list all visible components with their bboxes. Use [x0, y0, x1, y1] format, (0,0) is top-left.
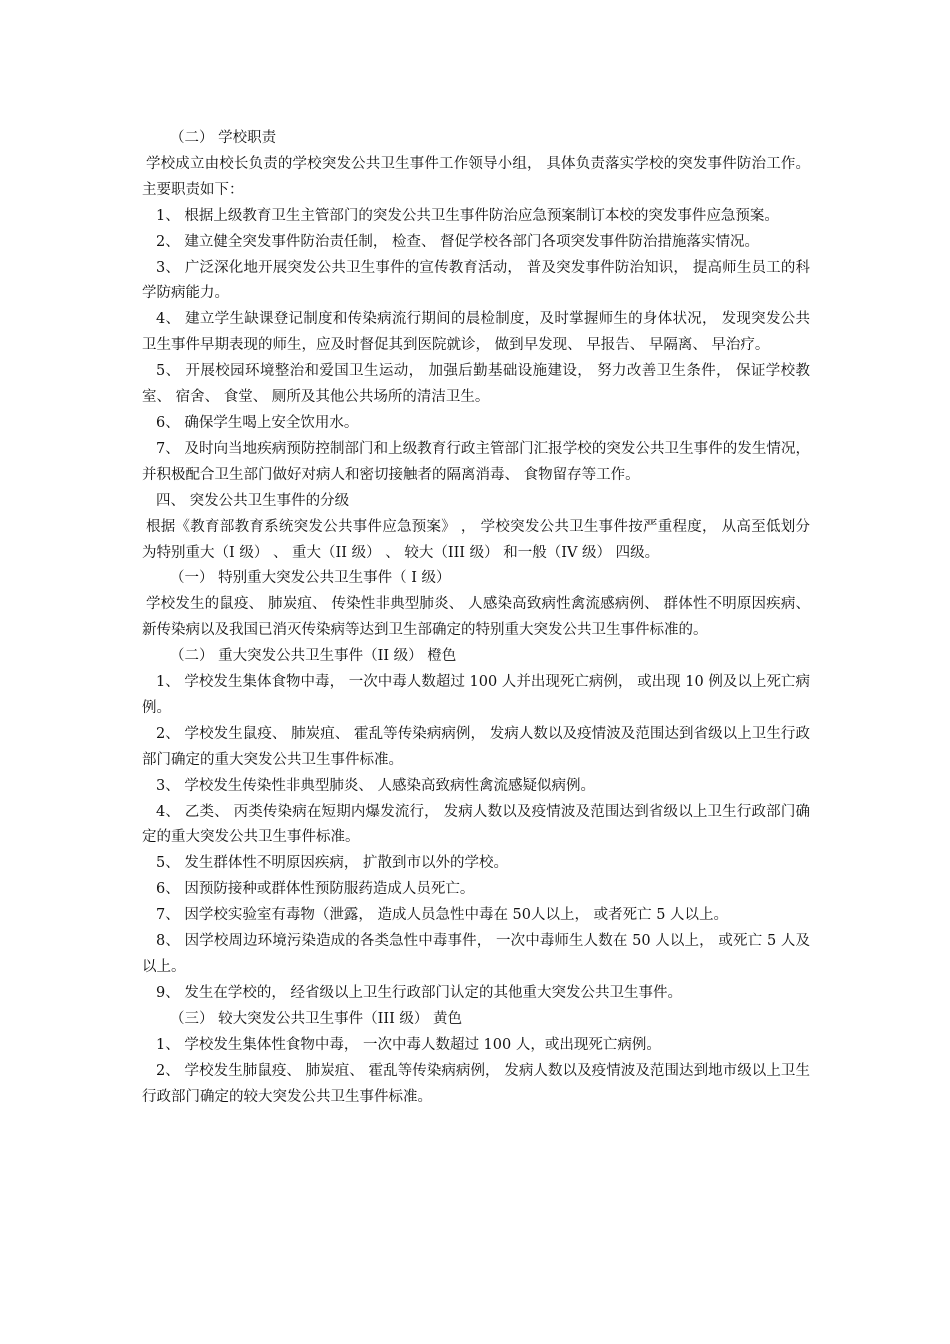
paragraph: 7、 及时向当地疾病预防控制部门和上级教育行政主管部门汇报学校的突发公共卫生事件的发生情况， 并积极配合卫生部门做好对病人和密切接触者的隔离消毒、 食物留存等工作。: [142, 440, 810, 483]
paragraph: 1、 学校发生集体性食物中毒， 一次中毒人数超过 100 人，或出现死亡病例。: [156, 1036, 661, 1053]
paragraph: 7、 因学校实验室有毒物（泄露， 造成人员急性中毒在 50人以上， 或者死亡 5 人以上。: [156, 907, 729, 924]
paragraph: 学校发生的鼠疫、 肺炭疽、 传染性非典型肺炎、 人感染高致病性禽流感病例、 群体性不明原因疾病、 新传染病以及我国已消灭传染病等达到卫生部确定的特别重大突发公共卫生事件标准的。: [142, 596, 810, 639]
paragraph: 9、 发生在学校的， 经省级以上卫生行政部门认定的其他重大突发公共卫生事件。: [156, 984, 682, 1001]
paragraph: 6、 因预防接种或群体性预防服药造成人员死亡。: [156, 881, 475, 898]
paragraph: 4、 乙类、 丙类传染病在短期内爆发流行， 发病人数以及疫情波及范围达到省级以上卫生行政部门确定的重大突发公共卫生事件标准。: [142, 803, 810, 846]
paragraph: 3、 学校发生传染性非典型肺炎、 人感染高致病性禽流感疑似病例。: [156, 777, 595, 794]
paragraph: 5、 开展校园环境整治和爱国卫生运动， 加强后勤基础设施建设， 努力改善卫生条件， 保证学校教室、 宿舍、 食堂、 厕所及其他公共场所的清洁卫生。: [142, 363, 810, 406]
paragraph: 2、 学校发生肺鼠疫、 肺炭疽、 霍乱等传染病病例， 发病人数以及疫情波及范围达到地市级以上卫生行政部门确定的较大突发公共卫生事件标准。: [142, 1062, 810, 1105]
paragraph: （一） 特别重大突发公共卫生事件（ I 级）: [170, 570, 451, 587]
paragraph: 四、 突发公共卫生事件的分级: [156, 492, 350, 509]
paragraph: 根据《教育部教育系统突发公共事件应急预案》 ， 学校突发公共卫生事件按严重程度， 从高至低划分为特别重大（I 级） 、 重大（II 级） 、 较大（III 级） 和一般（IV 级） 四级。: [142, 518, 810, 561]
paragraph: 3、 广泛深化地开展突发公共卫生事件的宣传教育活动， 普及突发事件防治知识， 提高师生员工的科学防病能力。: [142, 259, 810, 302]
paragraph: 2、 学校发生鼠疫、 肺炭疽、 霍乱等传染病病例， 发病人数以及疫情波及范围达到省级以上卫生行政部门确定的重大突发公共卫生事件标准。: [142, 725, 810, 768]
paragraph: 1、 学校发生集体食物中毒， 一次中毒人数超过 100 人并出现死亡病例， 或出现 10 例及以上死亡病例。: [142, 674, 810, 716]
paragraph: 学校成立由校长负责的学校突发公共卫生事件工作领导小组， 具体负责落实学校的突发事件防治工作。 主要职责如下：: [142, 155, 810, 198]
paragraph: 4、 建立学生缺课登记制度和传染病流行期间的晨检制度，及时掌握师生的身体状况， 发现突发公共卫生事件早期表现的师生，应及时督促其到医院就诊， 做到早发现、 早报告、 早隔离、 早治疗。: [142, 311, 810, 354]
paragraph: 5、 发生群体性不明原因疾病， 扩散到市以外的学校。: [156, 855, 508, 872]
paragraph: （三） 较大突发公共卫生事件（III 级） 黄色: [170, 1010, 463, 1027]
paragraph: 2、 建立健全突发事件防治责任制， 检查、 督促学校各部门各项突发事件防治措施落实情况。: [156, 233, 760, 250]
paragraph: 8、 因学校周边环境污染造成的各类急性中毒事件， 一次中毒师生人数在 50 人以上， 或死亡 5 人及以上。: [142, 933, 810, 975]
paragraph: （二） 学校职责: [170, 130, 277, 146]
paragraph: （二） 重大突发公共卫生事件（II 级） 橙色: [170, 648, 457, 665]
paragraph: 6、 确保学生喝上安全饮用水。: [156, 414, 359, 431]
paragraph: 1、 根据上级教育卫生主管部门的突发公共卫生事件防治应急预案制订本校的突发事件应急预案。: [156, 207, 779, 224]
